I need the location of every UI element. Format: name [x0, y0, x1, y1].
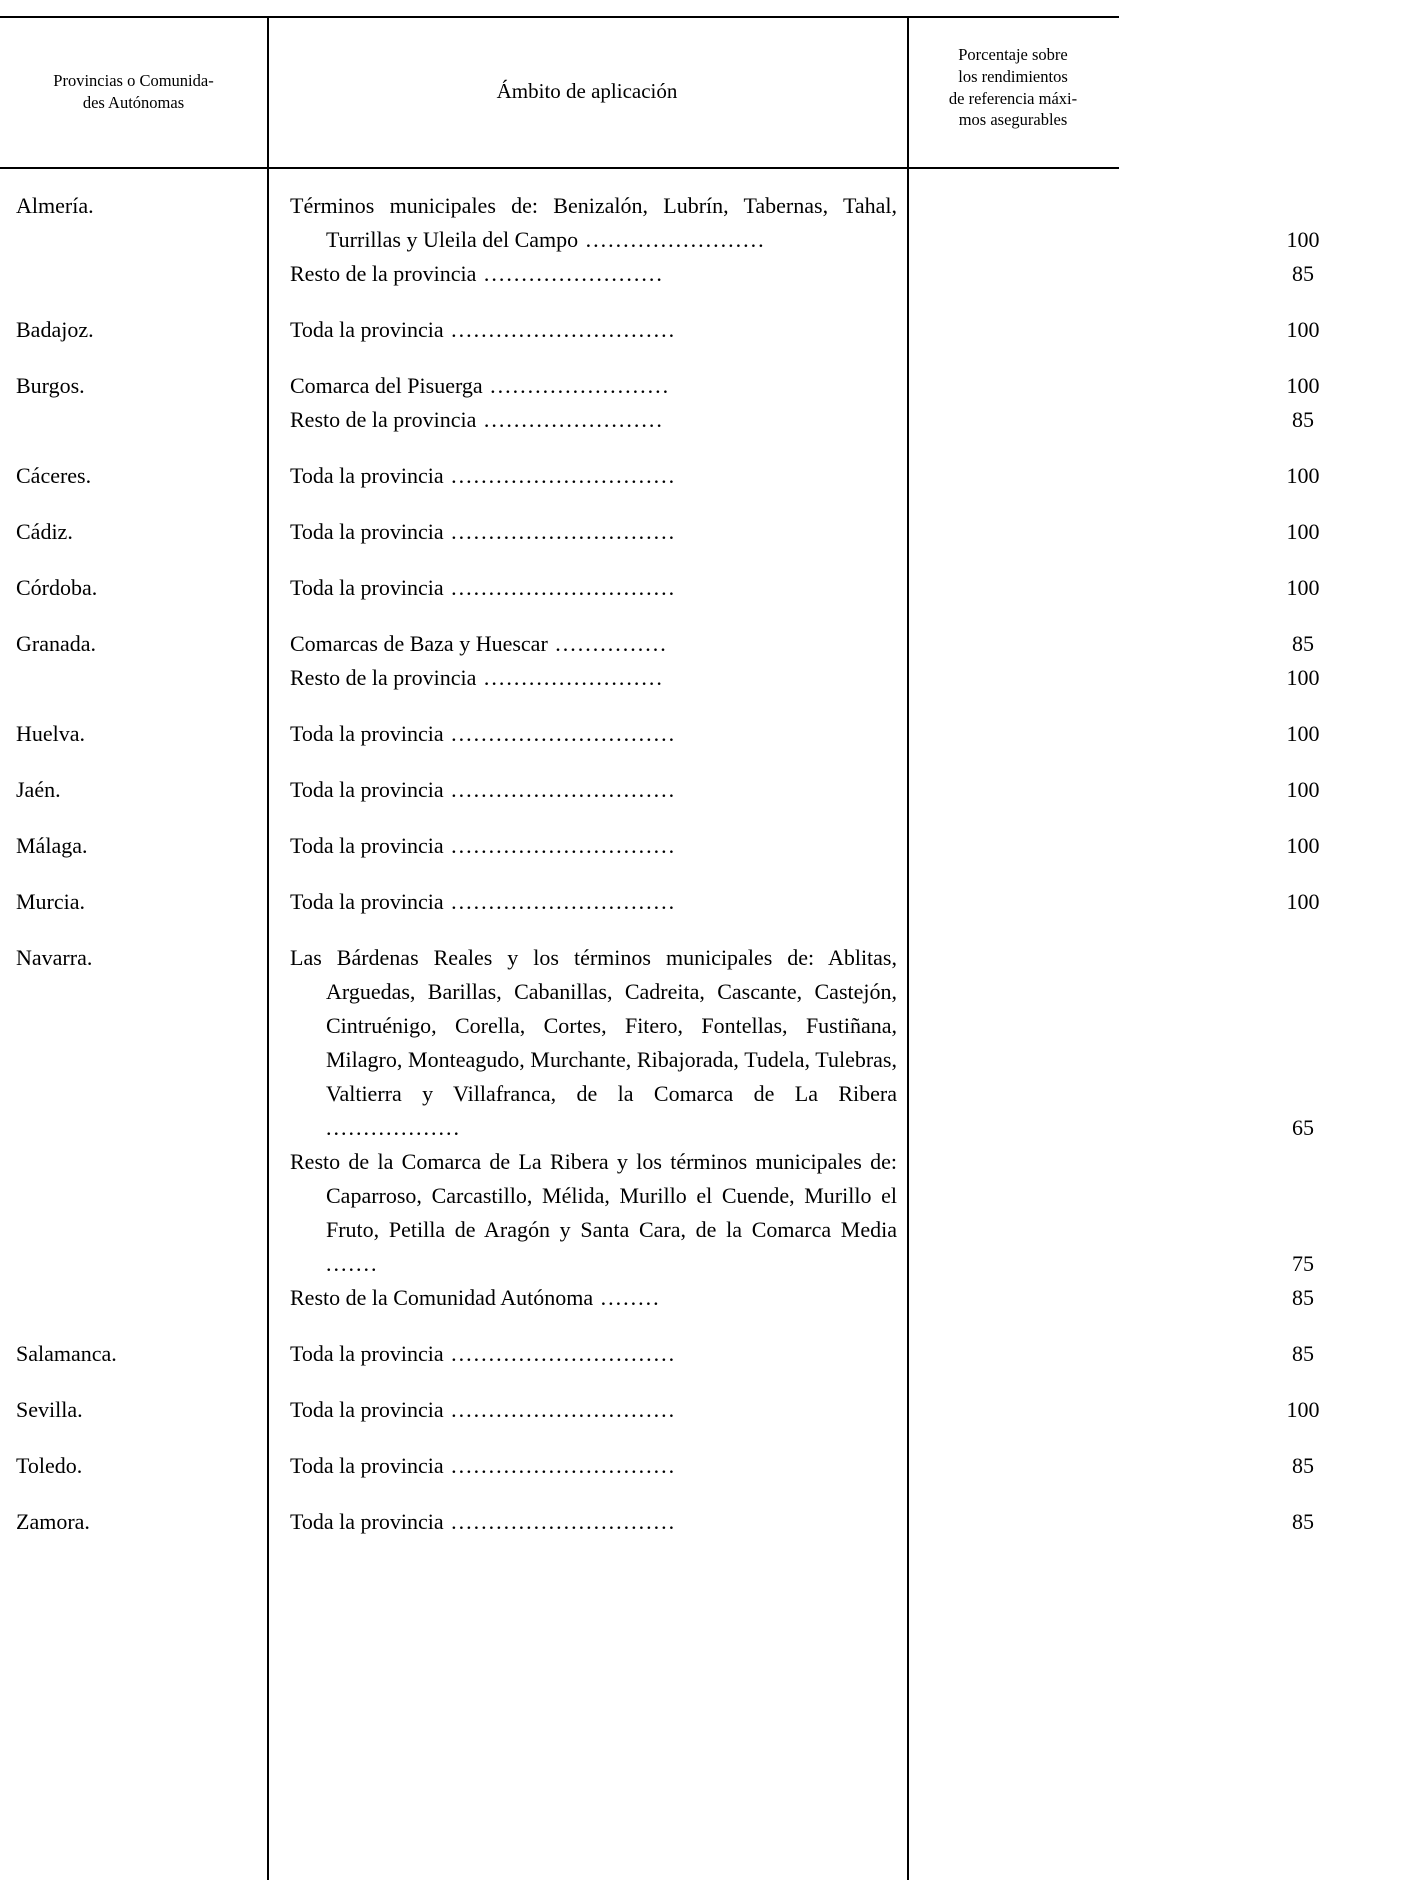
- table-row: [0, 313, 1320, 347]
- column-header-scope: [267, 16, 907, 167]
- scope-entry: [290, 515, 1320, 549]
- row-gap: [0, 695, 1119, 717]
- leader-dots: ..............................: [443, 889, 677, 914]
- row-gap: [0, 919, 1119, 941]
- table-body: [0, 167, 1320, 1539]
- scope-text: Resto de la provincia ........................: [290, 407, 664, 432]
- table-row: [0, 1393, 1320, 1427]
- scope-entry: [290, 627, 1314, 661]
- leader-dots: .......: [326, 1251, 379, 1276]
- row-gap: [0, 1315, 1119, 1337]
- province-name: Navarra.: [16, 945, 93, 970]
- province-name: Salamanca.: [16, 1341, 117, 1366]
- scope-entry: [290, 369, 1320, 403]
- scope-entry: [290, 717, 1320, 751]
- percentage-value: 85: [1292, 1453, 1314, 1478]
- leader-dots: ........................: [476, 407, 664, 432]
- percentage-value: 100: [1286, 1397, 1320, 1422]
- row-gap: [0, 347, 1119, 369]
- scope-cell: [267, 1337, 1314, 1371]
- scope-text: Comarcas de Baza y Huescar ...............: [290, 631, 668, 656]
- province-name: Zamora.: [16, 1509, 90, 1534]
- leader-dots: ........................: [476, 261, 664, 286]
- scope-cell: [267, 189, 1320, 291]
- percentage-value: 100: [1286, 665, 1320, 690]
- scope-entry: [290, 773, 1320, 807]
- province-name: Málaga.: [16, 833, 88, 858]
- column-header-percentage-line-2: los rendimientos: [958, 66, 1068, 86]
- leader-dots: ..............................: [443, 519, 677, 544]
- row-gap: [0, 437, 1119, 459]
- column-header-percentage: [907, 16, 1119, 167]
- scope-entry: [290, 1505, 1314, 1539]
- percentage-value: 85: [1292, 407, 1314, 432]
- province-name: Sevilla.: [16, 1397, 83, 1422]
- scope-cell: [267, 313, 1320, 347]
- scope-entry: [290, 459, 1320, 493]
- province-name: Huelva.: [16, 721, 86, 746]
- scope-text: Toda la provincia ..............................: [290, 889, 677, 914]
- row-gap: [0, 1483, 1119, 1505]
- leader-dots: ..............................: [443, 777, 677, 802]
- percentage-value: 100: [1286, 373, 1320, 398]
- percentage-value: 100: [1286, 227, 1320, 252]
- row-gap: [0, 605, 1119, 627]
- scope-text: Resto de la provincia ........................: [290, 261, 664, 286]
- leader-dots: ..............................: [443, 1453, 677, 1478]
- scope-text: Resto de la provincia ........................: [290, 665, 664, 690]
- province-name: Burgos.: [16, 373, 85, 398]
- scope-text: Toda la provincia ..............................: [290, 1341, 677, 1366]
- percentage-value: 85: [1292, 631, 1314, 656]
- province-name: Cáceres.: [16, 463, 92, 488]
- scope-cell: [267, 829, 1320, 863]
- table-row: [0, 189, 1320, 291]
- table-row: [0, 1505, 1314, 1539]
- scope-text: Toda la provincia ..............................: [290, 1397, 677, 1422]
- leader-dots: ..............................: [443, 317, 677, 342]
- scope-text: Toda la provincia ..............................: [290, 317, 677, 342]
- percentage-value: 100: [1286, 463, 1320, 488]
- table-row: [0, 885, 1320, 919]
- column-header-percentage-line-4: mos asegurables: [958, 110, 1068, 130]
- scope-text: Toda la provincia ..............................: [290, 519, 677, 544]
- percentage-value: 100: [1286, 317, 1320, 342]
- scope-entry: [290, 1393, 1320, 1427]
- scope-cell: [267, 571, 1320, 605]
- scope-text: Toda la provincia ..............................: [290, 575, 677, 600]
- scope-entry: [290, 189, 1320, 257]
- percentage-value: 100: [1286, 777, 1320, 802]
- percentage-value: 75: [1292, 1251, 1314, 1276]
- scope-entry: [290, 661, 1320, 695]
- scope-entry: [290, 257, 1314, 291]
- scope-text: Las Bárdenas Reales y los términos municipales de: Ablitas, Arguedas, Barillas, Cabanillas, Cadreita, Cascante, Castejón, Cintruénigo, Corella, Cortes, Fitero, Fontellas, Fustiñana, Milagro, Monteagudo, Murchante, Ribajorada, Tudela, Tulebras, Valtierra y Villafranca, de la Comarca de La Ribera ..................: [290, 945, 897, 1140]
- table-row: [0, 1449, 1314, 1483]
- column-header-provinces: Provincias o Comunida- des Autónomas: [53, 71, 214, 112]
- scope-text: Toda la provincia ..............................: [290, 777, 677, 802]
- scope-cell: [267, 627, 1320, 695]
- province-name: Almería.: [16, 193, 94, 218]
- scope-text: Toda la provincia ..............................: [290, 833, 677, 858]
- table-row: [0, 717, 1320, 751]
- scope-entry: [290, 1145, 1314, 1281]
- scope-text: Toda la provincia ..............................: [290, 1453, 677, 1478]
- scope-cell: [267, 1393, 1320, 1427]
- table-row: [0, 369, 1320, 437]
- column-header-scope-label: Ámbito de aplicación: [496, 79, 678, 103]
- table-row: [0, 515, 1320, 549]
- scope-cell: [267, 459, 1320, 493]
- percentage-value: 100: [1286, 519, 1320, 544]
- scope-cell: [267, 941, 1314, 1315]
- leader-dots: ..............................: [443, 1397, 677, 1422]
- row-gap: [0, 549, 1119, 571]
- leader-dots: ........................: [476, 665, 664, 690]
- scope-cell: [267, 515, 1320, 549]
- row-gap: [0, 493, 1119, 515]
- leader-dots: ..............................: [443, 721, 677, 746]
- table-row: [0, 627, 1320, 695]
- scope-entry: [290, 403, 1314, 437]
- province-name: Badajoz.: [16, 317, 94, 342]
- table-row: [0, 773, 1320, 807]
- table-row: [0, 941, 1314, 1315]
- scope-text: Resto de la Comarca de La Ribera y los términos municipales de: Caparroso, Carcastillo, Mélida, Murillo el Cuende, Murillo el Fruto, Petilla de Aragón y Santa Cara, de la Comarca Media .......: [290, 1149, 897, 1276]
- leader-dots: ..............................: [443, 833, 677, 858]
- scope-entry: [290, 941, 1314, 1145]
- scope-cell: [267, 717, 1320, 751]
- leader-dots: ..................: [326, 1115, 461, 1140]
- province-name: Granada.: [16, 631, 97, 656]
- data-table: [0, 16, 1320, 1880]
- scope-cell: [267, 773, 1320, 807]
- percentage-value: 85: [1292, 1285, 1314, 1310]
- leader-dots: ..............................: [443, 1341, 677, 1366]
- row-gap: [0, 1427, 1119, 1449]
- leader-dots: ..............................: [443, 463, 677, 488]
- scope-entry: [290, 1449, 1314, 1483]
- percentage-value: 100: [1286, 721, 1320, 746]
- percentage-value: 85: [1292, 1509, 1314, 1534]
- scope-cell: [267, 1449, 1314, 1483]
- leader-dots: ...............: [547, 631, 668, 656]
- table-row: [0, 571, 1320, 605]
- percentage-value: 85: [1292, 1341, 1314, 1366]
- scope-entry: [290, 571, 1320, 605]
- percentage-value: 100: [1286, 575, 1320, 600]
- province-name: Cádiz.: [16, 519, 73, 544]
- scope-text: Toda la provincia ..............................: [290, 1509, 677, 1534]
- province-name: Toledo.: [16, 1453, 83, 1478]
- scope-text: Términos municipales de: Benizalón, Lubrín, Tabernas, Tahal, Turrillas y Uleila del Campo ........................: [290, 193, 897, 252]
- table-row: [0, 459, 1320, 493]
- province-name: Murcia.: [16, 889, 86, 914]
- row-gap: [0, 807, 1119, 829]
- row-gap: [0, 1371, 1119, 1393]
- scope-text: Toda la provincia ..............................: [290, 463, 677, 488]
- scope-entry: [290, 885, 1320, 919]
- province-name: Córdoba.: [16, 575, 98, 600]
- leader-dots: ..............................: [443, 575, 677, 600]
- scope-cell: [267, 885, 1320, 919]
- scope-entry: [290, 313, 1320, 347]
- scope-text: Comarca del Pisuerga ........................: [290, 373, 671, 398]
- table-row: [0, 1337, 1314, 1371]
- percentage-value: 65: [1292, 1115, 1314, 1140]
- column-header-percentage-line-3: de referencia máxi-: [948, 88, 1078, 108]
- scope-cell: [267, 369, 1320, 437]
- table-row: [0, 829, 1320, 863]
- percentage-value: 85: [1292, 261, 1314, 286]
- leader-dots: ........: [593, 1285, 661, 1310]
- percentage-value: 100: [1286, 833, 1320, 858]
- table-header-row: [0, 16, 1119, 167]
- row-gap: [0, 291, 1119, 313]
- column-header-percentage-line-1: Porcentaje sobre: [958, 45, 1068, 64]
- scope-text: Resto de la Comunidad Autónoma ........: [290, 1285, 661, 1310]
- scope-text: Toda la provincia ..............................: [290, 721, 677, 746]
- row-gap: [0, 751, 1119, 773]
- row-gap: [0, 863, 1119, 885]
- scope-entry: [290, 1337, 1314, 1371]
- leader-dots: ..............................: [443, 1509, 677, 1534]
- scope-entry: [290, 1281, 1314, 1315]
- percentage-value: 100: [1286, 889, 1320, 914]
- province-name: Jaén.: [16, 777, 61, 802]
- leader-dots: ........................: [482, 373, 671, 398]
- scope-cell: [267, 1505, 1314, 1539]
- leader-dots: ........................: [578, 227, 766, 252]
- scope-entry: [290, 829, 1320, 863]
